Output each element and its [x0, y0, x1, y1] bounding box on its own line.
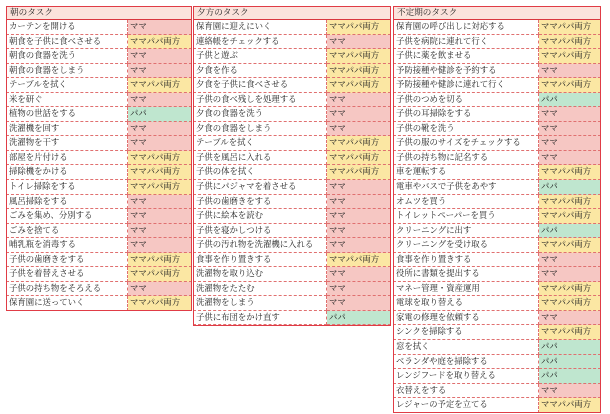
- task-row: [393, 369, 601, 384]
- task-row: [6, 282, 192, 297]
- task-name-cell[interactable]: 風呂掃除をする: [6, 195, 128, 210]
- morning-task-column: [6, 6, 192, 311]
- column-header: 朝のタスク: [6, 6, 192, 20]
- assignee-cell[interactable]: ママパパ両方: [539, 209, 601, 224]
- task-row: [393, 20, 601, 35]
- task-row: [6, 107, 192, 122]
- task-row: [193, 35, 391, 50]
- task-row: [193, 64, 391, 79]
- task-row: [193, 311, 391, 326]
- column-header: 夕方のタスク: [193, 6, 391, 20]
- task-row: [393, 398, 601, 413]
- task-row: [393, 107, 601, 122]
- task-name-cell[interactable]: カーテンを開ける: [6, 20, 128, 35]
- task-row: [393, 384, 601, 399]
- task-name-cell[interactable]: ベランダや庭を掃除する: [393, 355, 539, 370]
- task-row: [6, 20, 192, 35]
- assignee-cell[interactable]: ママパパ両方: [327, 136, 391, 151]
- task-name-cell[interactable]: 子供の汚れ物を洗濯機に入れる: [193, 238, 327, 253]
- assignee-cell[interactable]: ママパパ両方: [128, 78, 192, 93]
- assignee-cell[interactable]: ママ: [327, 267, 391, 282]
- task-row: [6, 64, 192, 79]
- task-row: [393, 224, 601, 239]
- task-name-cell[interactable]: 子供を寝かしつける: [193, 224, 327, 239]
- task-name-cell[interactable]: 子供の歯磨きをする: [193, 195, 327, 210]
- task-name-cell[interactable]: 洗濯物をしまう: [193, 296, 327, 311]
- task-name-cell[interactable]: 子供の靴を洗う: [393, 122, 539, 137]
- task-row: [6, 238, 192, 253]
- task-row: [6, 180, 192, 195]
- task-name-cell[interactable]: 部屋を片付ける: [6, 151, 128, 166]
- assignee-cell[interactable]: ママ: [539, 267, 601, 282]
- assignee-cell[interactable]: ママ: [128, 209, 192, 224]
- task-row: [193, 296, 391, 311]
- task-row: [393, 209, 601, 224]
- task-name-cell[interactable]: 子供の体を拭く: [193, 165, 327, 180]
- assignee-cell[interactable]: ママ: [128, 122, 192, 137]
- task-row: [193, 267, 391, 282]
- task-name-cell[interactable]: 子供を着替えさせる: [6, 267, 128, 282]
- assignee-cell[interactable]: ママパパ両方: [128, 253, 192, 268]
- task-name-cell[interactable]: 夕食の食器をしまう: [193, 122, 327, 137]
- task-row: [6, 253, 192, 268]
- assignee-cell[interactable]: ママパパ両方: [128, 180, 192, 195]
- task-name-cell[interactable]: 植物の世話をする: [6, 107, 128, 122]
- assignee-cell[interactable]: パパ: [327, 311, 391, 326]
- task-row: [6, 136, 192, 151]
- assignee-cell[interactable]: ママ: [539, 384, 601, 399]
- task-row: [193, 49, 391, 64]
- assignee-cell[interactable]: ママ: [539, 136, 601, 151]
- task-name-cell[interactable]: 子供の服のサイズをチェックする: [393, 136, 539, 151]
- task-row: [393, 340, 601, 355]
- task-row: [6, 224, 192, 239]
- assignee-cell[interactable]: ママパパ両方: [539, 398, 601, 413]
- assignee-cell[interactable]: ママパパ両方: [539, 78, 601, 93]
- task-name-cell[interactable]: クリーニングに出す: [393, 224, 539, 239]
- task-row: [6, 151, 192, 166]
- task-name-cell[interactable]: 子供の持ち物に記名する: [393, 151, 539, 166]
- task-name-cell[interactable]: 保育園に迎えにいく: [193, 20, 327, 35]
- assignee-cell[interactable]: ママ: [327, 296, 391, 311]
- task-row: [393, 311, 601, 326]
- task-name-cell[interactable]: 保育園の呼び出しに対応する: [393, 20, 539, 35]
- task-name-cell[interactable]: 電球を取り替える: [393, 296, 539, 311]
- assignee-cell[interactable]: ママパパ両方: [327, 64, 391, 79]
- task-name-cell[interactable]: 夕食を作る: [193, 64, 327, 79]
- task-row: [6, 122, 192, 137]
- task-row: [193, 238, 391, 253]
- assignee-cell[interactable]: ママパパ両方: [539, 282, 601, 297]
- assignee-cell[interactable]: ママ: [128, 20, 192, 35]
- assignee-cell[interactable]: ママパパ両方: [128, 296, 192, 311]
- task-name-cell[interactable]: レジャーの予定を立てる: [393, 398, 539, 413]
- task-name-cell[interactable]: 洗濯物を取り込む: [193, 267, 327, 282]
- task-row: [393, 355, 601, 370]
- task-row: [6, 209, 192, 224]
- task-name-cell[interactable]: 窓を拭く: [393, 340, 539, 355]
- task-row: [193, 180, 391, 195]
- task-name-cell[interactable]: 掃除機をかける: [6, 165, 128, 180]
- task-name-cell[interactable]: 予防接種や健診に連れて行く: [393, 78, 539, 93]
- assignee-cell[interactable]: ママ: [327, 238, 391, 253]
- task-row: [393, 136, 601, 151]
- task-name-cell[interactable]: 食事を作り置きする: [393, 253, 539, 268]
- task-name-cell[interactable]: 役所に書類を提出する: [393, 267, 539, 282]
- assignee-cell[interactable]: ママパパ両方: [539, 35, 601, 50]
- assignee-cell[interactable]: ママ: [327, 282, 391, 297]
- assignee-cell[interactable]: ママ: [128, 224, 192, 239]
- task-name-cell[interactable]: トイレ掃除をする: [6, 180, 128, 195]
- assignee-cell[interactable]: ママパパ両方: [128, 267, 192, 282]
- task-name-cell[interactable]: 子供のつめを切る: [393, 93, 539, 108]
- task-name-cell[interactable]: ごみを捨てる: [6, 224, 128, 239]
- task-row: [6, 267, 192, 282]
- task-name-cell[interactable]: マネー管理・資産運用: [393, 282, 539, 297]
- task-name-cell[interactable]: 夕食を子供に食べさせる: [193, 78, 327, 93]
- task-row: [6, 35, 192, 50]
- task-name-cell[interactable]: 連絡帳をチェックする: [193, 35, 327, 50]
- task-row: [193, 209, 391, 224]
- assignee-cell[interactable]: ママ: [539, 253, 601, 268]
- task-name-cell[interactable]: 朝食の食器をしまう: [6, 64, 128, 79]
- assignee-cell[interactable]: ママパパ両方: [539, 49, 601, 64]
- assignee-cell[interactable]: ママ: [327, 195, 391, 210]
- task-row: [6, 49, 192, 64]
- task-name-cell[interactable]: ごみを集め、分別する: [6, 209, 128, 224]
- assignee-cell[interactable]: パパ: [539, 180, 601, 195]
- task-row: [6, 78, 192, 93]
- assignee-cell[interactable]: ママ: [327, 35, 391, 50]
- assignee-cell[interactable]: ママ: [327, 93, 391, 108]
- task-name-cell[interactable]: 子供の持ち物をそろえる: [6, 282, 128, 297]
- task-name-cell[interactable]: 電車やバスで子供をあやす: [393, 180, 539, 195]
- irregular-task-column: [393, 6, 601, 413]
- task-row: [393, 282, 601, 297]
- task-name-cell[interactable]: 子供の歯磨きをする: [6, 253, 128, 268]
- assignee-cell[interactable]: ママパパ両方: [539, 325, 601, 340]
- assignee-cell[interactable]: ママパパ両方: [128, 35, 192, 50]
- task-name-cell[interactable]: 保育園に送っていく: [6, 296, 128, 311]
- task-name-cell[interactable]: シンクを掃除する: [393, 325, 539, 340]
- task-name-cell[interactable]: 朝食を子供に食べさせる: [6, 35, 128, 50]
- task-row: [6, 195, 192, 210]
- assignee-cell[interactable]: ママ: [327, 122, 391, 137]
- assignee-cell[interactable]: ママ: [128, 64, 192, 79]
- assignee-cell[interactable]: ママ: [128, 136, 192, 151]
- assignee-cell[interactable]: ママパパ両方: [539, 165, 601, 180]
- assignee-cell[interactable]: ママ: [539, 151, 601, 166]
- task-name-cell[interactable]: 子供に薬を飲ませる: [393, 49, 539, 64]
- task-name-cell[interactable]: 車を運転する: [393, 165, 539, 180]
- assignee-cell[interactable]: ママ: [327, 209, 391, 224]
- assignee-cell[interactable]: パパ: [539, 224, 601, 239]
- assignee-cell[interactable]: ママ: [539, 311, 601, 326]
- task-row: [393, 180, 601, 195]
- assignee-cell[interactable]: ママパパ両方: [327, 165, 391, 180]
- assignee-cell[interactable]: ママパパ両方: [327, 78, 391, 93]
- task-name-cell[interactable]: トイレットペーパーを買う: [393, 209, 539, 224]
- task-row: [193, 224, 391, 239]
- task-row: [393, 151, 601, 166]
- task-row: [193, 282, 391, 297]
- task-row: [6, 165, 192, 180]
- task-name-cell[interactable]: レンジフードを取り替える: [393, 369, 539, 384]
- task-name-cell[interactable]: 予防接種や健診を予約する: [393, 64, 539, 79]
- task-name-cell[interactable]: 食事を作り置きする: [193, 253, 327, 268]
- task-name-cell[interactable]: 家電の修理を依頼する: [393, 311, 539, 326]
- task-name-cell[interactable]: オムツを買う: [393, 195, 539, 210]
- task-name-cell[interactable]: 洗濯物を干す: [6, 136, 128, 151]
- assignee-cell[interactable]: ママパパ両方: [539, 195, 601, 210]
- task-row: [393, 35, 601, 50]
- task-name-cell[interactable]: テーブルを拭く: [193, 136, 327, 151]
- assignee-cell[interactable]: パパ: [128, 107, 192, 122]
- task-row: [193, 136, 391, 151]
- assignee-cell[interactable]: ママパパ両方: [128, 165, 192, 180]
- assignee-cell[interactable]: パパ: [539, 355, 601, 370]
- task-name-cell[interactable]: 朝食の食器を洗う: [6, 49, 128, 64]
- assignee-cell[interactable]: ママ: [128, 195, 192, 210]
- column-header: 不定期のタスク: [393, 6, 601, 20]
- task-row: [393, 296, 601, 311]
- assignee-cell[interactable]: ママパパ両方: [539, 296, 601, 311]
- assignee-cell[interactable]: ママパパ両方: [327, 151, 391, 166]
- task-row: [393, 93, 601, 108]
- evening-task-column: [193, 6, 391, 325]
- task-name-cell[interactable]: 子供を風呂に入れる: [193, 151, 327, 166]
- assignee-cell[interactable]: ママパパ両方: [327, 49, 391, 64]
- assignee-cell[interactable]: ママ: [128, 282, 192, 297]
- assignee-cell[interactable]: ママ: [327, 224, 391, 239]
- assignee-cell[interactable]: パパ: [539, 340, 601, 355]
- assignee-cell[interactable]: ママ: [327, 180, 391, 195]
- task-name-cell[interactable]: クリーニングを受け取る: [393, 238, 539, 253]
- task-row: [193, 20, 391, 35]
- task-row: [393, 64, 601, 79]
- task-name-cell[interactable]: 米を研ぐ: [6, 93, 128, 108]
- assignee-cell[interactable]: ママパパ両方: [539, 238, 601, 253]
- task-name-cell[interactable]: 哺乳瓶を消毒する: [6, 238, 128, 253]
- task-row: [193, 195, 391, 210]
- task-name-cell[interactable]: 子供に布団をかけ直す: [193, 311, 327, 326]
- assignee-cell[interactable]: ママ: [128, 238, 192, 253]
- assignee-cell[interactable]: ママパパ両方: [539, 20, 601, 35]
- task-row: [393, 253, 601, 268]
- task-name-cell[interactable]: 洗濯機を回す: [6, 122, 128, 137]
- task-name-cell[interactable]: 子供と遊ぶ: [193, 49, 327, 64]
- task-row: [393, 267, 601, 282]
- task-name-cell[interactable]: 子供を病院に連れて行く: [393, 35, 539, 50]
- assignee-cell[interactable]: ママパパ両方: [327, 20, 391, 35]
- assignee-cell[interactable]: ママ: [539, 64, 601, 79]
- task-row: [193, 93, 391, 108]
- task-row: [393, 195, 601, 210]
- assignee-cell[interactable]: ママ: [539, 107, 601, 122]
- assignee-cell[interactable]: ママ: [539, 122, 601, 137]
- assignee-cell[interactable]: ママ: [128, 93, 192, 108]
- assignee-cell[interactable]: ママパパ両方: [128, 151, 192, 166]
- task-row: [193, 253, 391, 268]
- task-row: [393, 49, 601, 64]
- task-name-cell[interactable]: 子供にパジャマを着させる: [193, 180, 327, 195]
- task-row: [393, 165, 601, 180]
- task-name-cell[interactable]: 衣替えをする: [393, 384, 539, 399]
- task-row: [193, 165, 391, 180]
- task-row: [393, 325, 601, 340]
- task-row: [193, 122, 391, 137]
- assignee-cell[interactable]: ママ: [327, 107, 391, 122]
- task-name-cell[interactable]: 洗濯物をたたむ: [193, 282, 327, 297]
- task-row: [193, 107, 391, 122]
- task-name-cell[interactable]: テーブルを拭く: [6, 78, 128, 93]
- task-name-cell[interactable]: 子供の食べ残しを処理する: [193, 93, 327, 108]
- task-row: [6, 296, 192, 311]
- task-row: [393, 78, 601, 93]
- assignee-cell[interactable]: パパ: [539, 369, 601, 384]
- task-row: [393, 238, 601, 253]
- task-name-cell[interactable]: 子供の耳掃除をする: [393, 107, 539, 122]
- task-row: [193, 78, 391, 93]
- assignee-cell[interactable]: ママパパ両方: [327, 253, 391, 268]
- task-row: [6, 93, 192, 108]
- task-row: [393, 122, 601, 137]
- assignee-cell[interactable]: ママ: [128, 49, 192, 64]
- task-row: [193, 151, 391, 166]
- task-name-cell[interactable]: 子供に絵本を読む: [193, 209, 327, 224]
- task-name-cell[interactable]: 夕食の食器を洗う: [193, 107, 327, 122]
- assignee-cell[interactable]: パパ: [539, 93, 601, 108]
